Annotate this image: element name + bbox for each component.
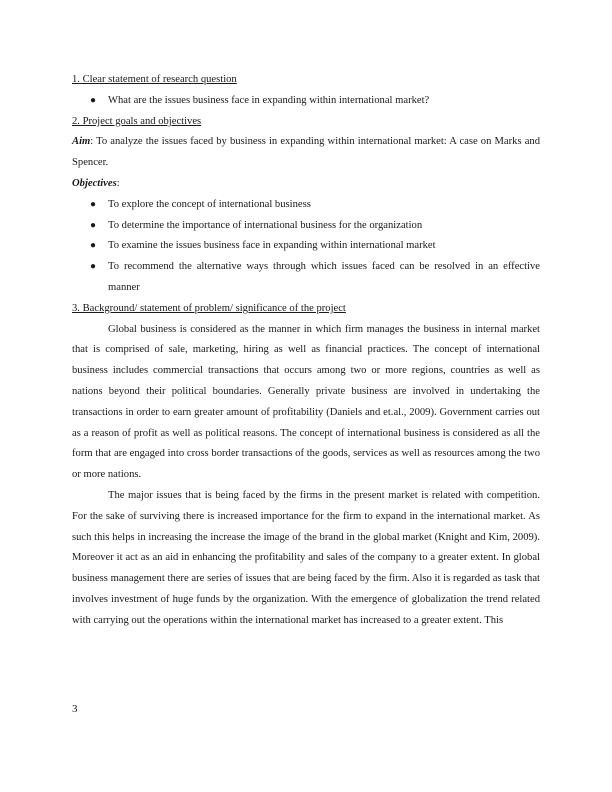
list-item [72, 257, 540, 299]
bullet-icon: ● [90, 198, 97, 210]
objectives-label: Objectives [72, 177, 117, 189]
page-number: 3 [72, 703, 78, 715]
bullet-icon: ● [90, 261, 97, 273]
list-item-text: To explore the concept of international business [108, 198, 311, 210]
aim-text: : To analyze the issues faced by business in expanding within international market: A case on Marks and Spencer. [72, 136, 540, 169]
list-item-text: What are the issues business face in expanding within international market? [108, 94, 430, 106]
objectives-heading [72, 174, 540, 195]
objectives-colon: : [116, 177, 120, 189]
list-item [72, 216, 540, 237]
section3-heading: 3. Background/ statement of problem/ significance of the project [72, 302, 346, 314]
list-item [72, 195, 540, 216]
aim-paragraph [72, 132, 540, 174]
bullet-icon: ● [90, 219, 97, 231]
list-item-text: To examine the issues business face in expanding within international market [108, 240, 436, 252]
objectives-list [72, 195, 540, 299]
list-item-text: To determine the importance of international business for the organization [108, 219, 423, 231]
research-question-list [72, 91, 540, 112]
aim-label: Aim [72, 136, 91, 148]
section2-heading: 2. Project goals and objectives [72, 115, 202, 127]
list-item [72, 91, 540, 112]
page-content [72, 70, 540, 632]
list-item-text: To recommend the alternative ways through which issues faced can be resolved in an effective manner [108, 261, 540, 293]
background-paragraph-2: The major issues that is being faced by the firms in the present market is related with competition. For the sake of surviving there is increased importance for the firm to expand in the international market. As such this helps in increasing the increase the image of the brand in the global market (Knight and Kim, 2009). Moreover it act as an aid in enhancing the profitability and sales of the company to a greater extent. In global business management there are series of issues that are being faced by the firm. Also it is regarded as task that involves investment of huge funds by the organization. With the emergence of globalization the trend related with carrying out the operations within the international market has increased to a greater extent. This [72, 489, 540, 626]
bullet-icon: ● [90, 94, 97, 106]
list-item [72, 236, 540, 257]
section1-heading: 1. Clear statement of research question [72, 74, 237, 85]
background-paragraph-1: Global business is considered as the manner in which firm manages the business in internal market that is comprised of sale, marketing, hiring as well as financial practices. The concept of international business includes commercial transactions that occurs among two or more regions, countries as well as nations beyond their political boundaries. Generally private business are involved in undertaking the transactions in order to earn greater amount of profitability (Daniels and et.al., 2009). Government carries out as a reason of profit as well as political reasons. The concept of international business is considered as all the form that are engaged into cross border transactions of the goods, services as well as resources among the two or more nations. [72, 323, 540, 481]
bullet-icon: ● [90, 240, 97, 252]
